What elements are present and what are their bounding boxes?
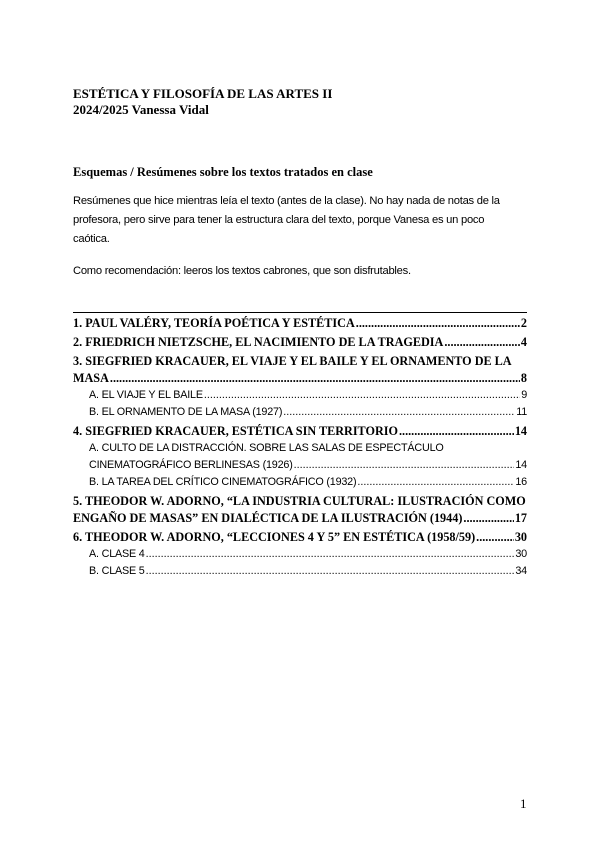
toc-entry-label-line2: MASA [73,371,109,385]
toc-entry-label-line2: ENGAÑO DE MASAS” EN DIALÉCTICA DE LA ILUSTRACIÓN (1944) [73,511,463,525]
toc-entry-label: 1. PAUL VALÉRY, TEORÍA POÉTICA Y ESTÉTICA [73,316,355,330]
toc-page-number: 16 [515,476,527,488]
toc-entry-3a[interactable] [73,387,527,404]
toc-dot-leader [294,457,515,474]
toc-dot-leader [146,546,515,563]
document-title: ESTÉTICA Y FILOSOFÍA DE LAS ARTES II [73,86,333,101]
toc-entry-label: 6. THEODOR W. ADORNO, “LECCIONES 4 Y 5” EN ESTÉTICA (1958/59) [73,530,476,544]
toc-page-number: 30 [515,548,527,560]
toc-entry-6a[interactable] [73,546,527,563]
toc-dot-leader [110,370,520,387]
toc-dot-leader [476,529,514,546]
toc-entry-label-line2: CINEMATOGRÁFICO BERLINESAS (1926) [89,459,293,471]
toc-dot-leader [283,404,515,421]
page-number: 1 [520,796,527,811]
toc-page-number: 11 [516,406,527,418]
toc-page-number: 4 [520,335,527,349]
toc-page-number: 14 [515,459,527,471]
toc-page-number: 17 [514,511,527,525]
toc-entry-6b[interactable] [73,563,527,580]
toc-entry-4b[interactable] [73,474,527,491]
toc-entry-3b[interactable] [73,404,527,421]
toc-dot-leader [356,315,520,332]
toc-entry-2[interactable] [73,334,527,351]
toc-dot-leader [463,510,513,527]
recommendation-paragraph: Como recomendación: leeros los textos cabrones, que son disfrutables. [73,265,411,277]
toc-dot-leader [204,387,520,404]
document-subtitle: 2024/2025 Vanessa Vidal [73,102,209,117]
intro-paragraph: Resúmenes que hice mientras leía el texto (antes de la clase). No hay nada de notas de la profesora, pero sirve para tener la estructura clara del texto, porque Vanesa es un poco caótica. [73,195,500,245]
toc-page-number: 30 [514,530,527,544]
table-of-contents [73,312,527,580]
toc-page-number: 34 [515,565,527,577]
toc-entry-label-line1: 5. THEODOR W. ADORNO, “LA INDUSTRIA CULTURAL: ILUSTRACIÓN COMO [73,494,526,508]
toc-entry-label: B. EL ORNAMENTO DE LA MASA (1927) [89,406,283,418]
toc-entry-4a[interactable] [73,440,527,474]
toc-page-number: 8 [520,371,527,385]
section-heading: Esquemas / Resúmenes sobre los textos tratados en clase [73,165,373,179]
toc-page-number: 2 [520,316,527,330]
toc-dot-leader [146,563,515,580]
toc-entry-label: B. CLASE 5 [89,565,145,577]
toc-entry-6[interactable] [73,529,527,546]
toc-page-number: 9 [521,389,527,401]
toc-entry-label: A. EL VIAJE Y EL BAILE [89,389,203,401]
toc-dot-leader [444,334,520,351]
toc-entry-4[interactable] [73,423,527,440]
toc-entry-label: B. LA TAREA DEL CRÍTICO CINEMATOGRÁFICO (1932) [89,476,357,488]
toc-entry-3[interactable] [73,353,527,387]
toc-entry-label: 2. FRIEDRICH NIETZSCHE, EL NACIMIENTO DE LA TRAGEDIA [73,335,444,349]
toc-dot-leader [357,474,514,491]
toc-dot-leader [399,423,514,440]
toc-entry-label-line1: A. CULTO DE LA DISTRACCIÓN. SOBRE LAS SALAS DE ESPECTÁCULO [89,442,444,454]
toc-entry-label: 4. SIEGFRIED KRACAUER, ESTÉTICA SIN TERRITORIO [73,424,398,438]
toc-entry-5[interactable] [73,493,527,527]
toc-entry-label: A. CLASE 4 [89,548,145,560]
toc-page-number: 14 [514,424,527,438]
toc-entry-1[interactable] [73,315,527,332]
toc-entry-label-line1: 3. SIEGFRIED KRACAUER, EL VIAJE Y EL BAILE Y EL ORNAMENTO DE LA [73,354,512,368]
